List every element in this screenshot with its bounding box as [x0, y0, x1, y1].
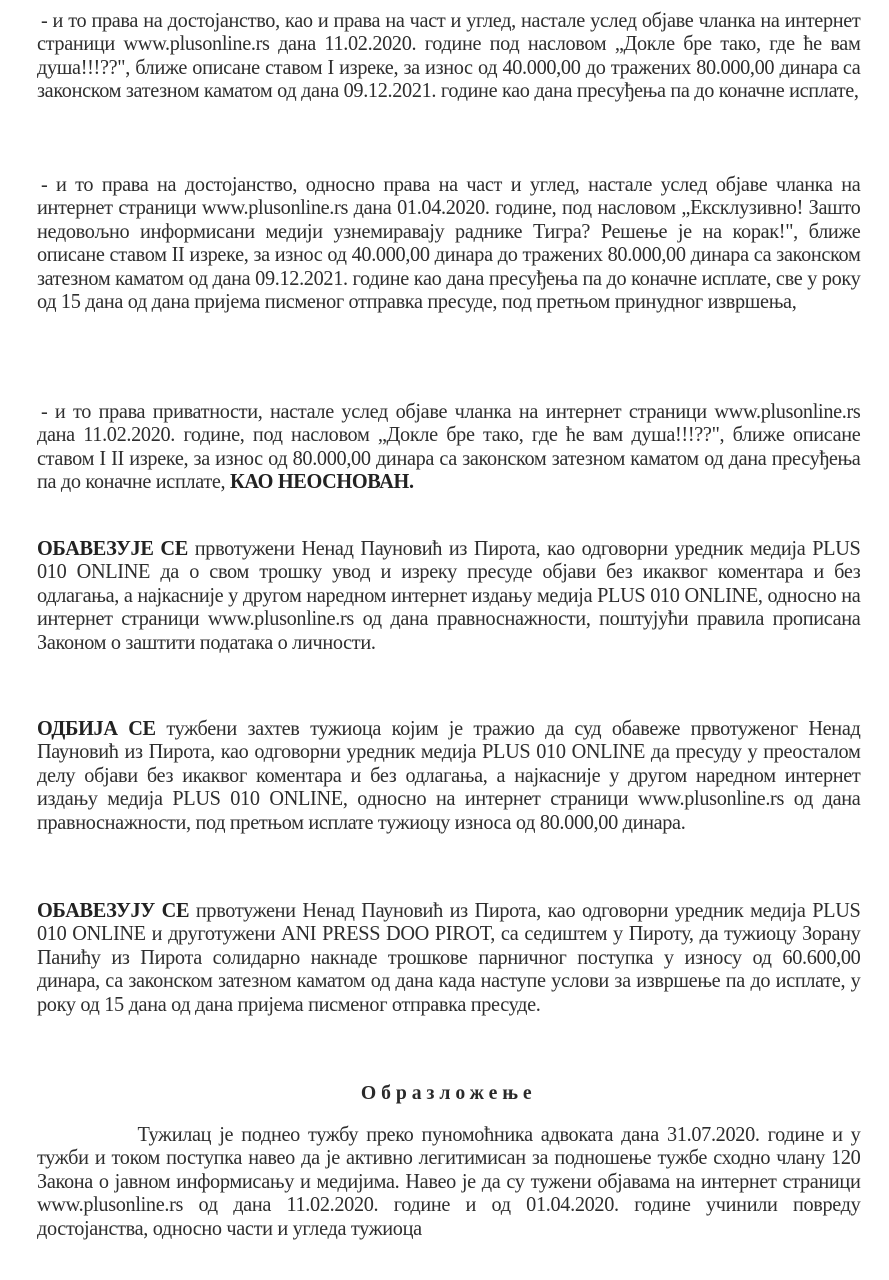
paragraph-text: првотужени Ненад Пауновић из Пирота, као одговорни уредник медија PLUS 010 ONLINE да о свом трошку увод и изреку пресуде објави без икаквог коментара и без одлагања, а најкасније у другом наредном интернет издању медија PLUS 010 ONLINE, односно на интернет страници www.plusonline.rs од дана правноснажности, поштујући правила прописана Законом о заштити података о личности.	[37, 538, 861, 654]
paragraph-dignity-claim-1	[37, 10, 860, 104]
paragraph-privacy-claim	[37, 401, 860, 495]
paragraph-text: - и то права на достојанство, као и права на част и углед, настале услед објаве чланка на интернет страници www.plusonline.rs дана 11.02.2020. године под насловом „Докле бре тако, где ће вам душа!!!??", ближе описане ставом I изреке, за износ од 40.000,00 до тражених 80.000,00 динара са законском затезном каматом од дана 09.12.2021. године као дана пресуђења па до коначне исплате,	[37, 10, 861, 103]
paragraph-rejection	[37, 718, 860, 835]
paragraph-costs-order	[37, 900, 860, 1017]
paragraph-text: првотужени Ненад Пауновић из Пирота, као одговорни уредник медија PLUS 010 ONLINE и друготужени ANI PRESS DOO PIROT, са седиштем у Пироту, да тужиоцу Зорану Панићу из Пирота солидарно накнаде трошкове парничног поступка у износу од 60.600,00 динара, са законском затезном каматом од дана када наступе услови за извршење па до исплате, у року од 15 дана од дана пријема писменог отправка пресуде.	[37, 900, 861, 1016]
paragraph-text: - и то права приватности, настале услед објаве чланка на интернет страници www.plusonline.rs дана 11.02.2020. године, под насловом „Докле бре тако, где ће вам душа!!!??", ближе описане ставом I II изреке, за износ од 80.000,00 динара са законском затезном каматом од дана пресуђења па до коначне исплате,	[37, 401, 861, 494]
paragraph-keyword: ОДБИЈА СЕ	[37, 718, 156, 740]
paragraph-text: - и то права на достојанство, односно права на част и углед, настале услед објаве чланка на интернет страници www.plusonline.rs дана 01.04.2020. године, под насловом „Ексклузивно! Зашто недовољно информисани медији узнемиравају раднике Тигра? Решење је на корак!", ближе описане ставом II изреке, за износ од 40.000,00 динара до тражених 80.000,00 динара са законском затезном каматом од дана 09.12.2021. године као дана пресуђења па до коначне исплате, све у року од 15 дана од дана пријема писменог отправка пресуде, под претњом принудног извршења,	[37, 174, 861, 314]
verdict-unfounded: КАО НЕОСНОВАН.	[230, 471, 414, 494]
paragraph-dignity-claim-2	[37, 174, 860, 314]
paragraph-text: тужбени захтев тужиоца којим је тражио да суд обавеже првотуженог Ненад Пауновић из Пирота, као одговорни уредник медија PLUS 010 ONLINE да пресуду у преосталом делу објави без икаквог коментара и без одлагања, а најкасније у другом наредном интернет издању медија PLUS 010 ONLINE, односно на интернет страници www.plusonline.rs од дана правноснажности, под претњом исплате тужиоцу износа од 80.000,00 динара.	[37, 718, 861, 834]
paragraph-text: Тужилац је поднео тужбу преко пуномоћника адвоката дана 31.07.2020. године и у тужби и током поступка навео да је активно легитимисан за подношење тужбе сходно члану 120 Закона о јавном информисању и медијима. Навео је да су тужени објавама на интернет страници www.plusonline.rs од дана 11.02.2020. године и од 01.04.2020. године учинили повреду достојанства, односно части и угледа тужиоца	[37, 1124, 861, 1240]
paragraph-keyword: ОБАВЕЗУЈЕ СЕ	[37, 538, 188, 560]
paragraph-reasoning	[37, 1124, 860, 1241]
section-heading-reasoning: Образложење	[360, 1082, 537, 1104]
paragraph-keyword: ОБАВЕЗУЈУ СЕ	[37, 900, 190, 922]
paragraph-publication-order	[37, 538, 860, 655]
